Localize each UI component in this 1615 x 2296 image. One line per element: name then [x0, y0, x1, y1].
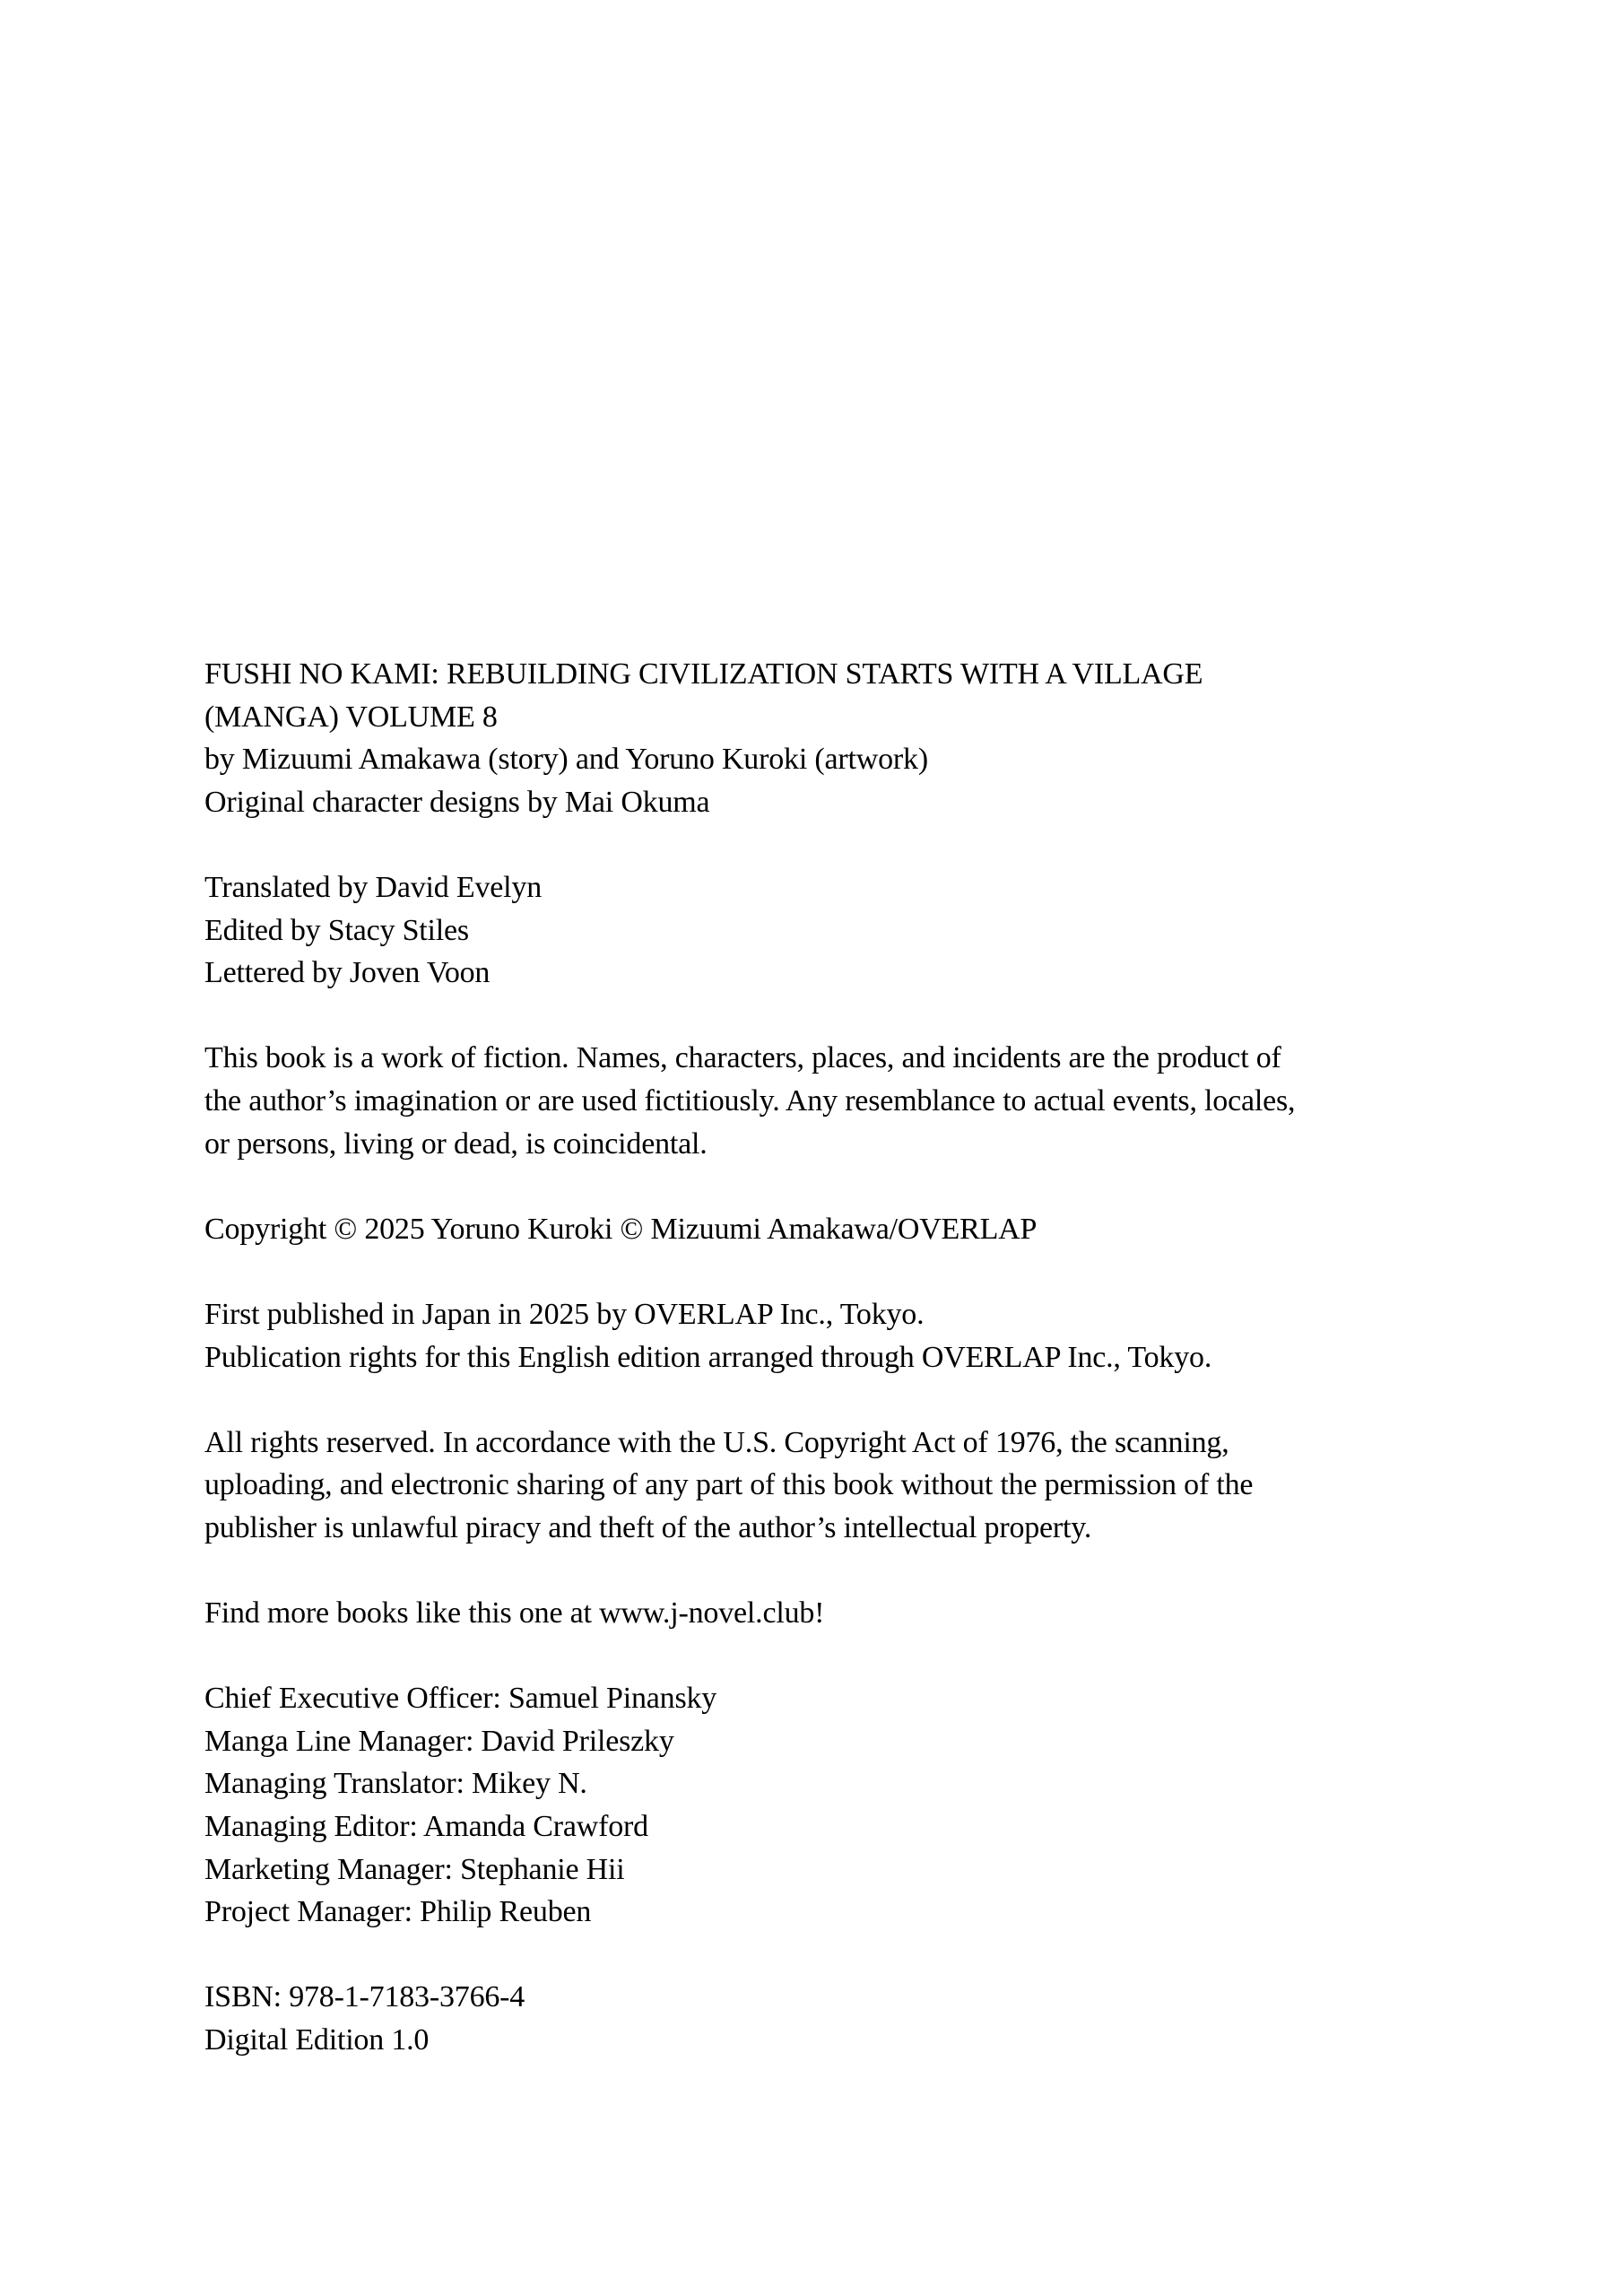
managing-translator-credit: Managing Translator: Mikey N.	[204, 1767, 587, 1801]
rights-notice-line-3: publisher is unlawful piracy and theft of the author’s intellectual property.	[204, 1510, 1092, 1544]
website-promo-line: Find more books like this one at www.j-novel.club!	[204, 1596, 825, 1631]
managing-editor-credit: Managing Editor: Amanda Crawford	[204, 1810, 648, 1844]
copyright-notice	[204, 1208, 1523, 1251]
editor-credit: Edited by Stacy Stiles	[204, 913, 469, 947]
book-title-line-2: (MANGA) VOLUME 8	[204, 700, 498, 734]
copyright-line: Copyright © 2025 Yoruno Kuroki © Mizuumi Amakawa/OVERLAP	[204, 1212, 1038, 1246]
marketing-manager-credit: Marketing Manager: Stephanie Hii	[204, 1852, 625, 1886]
book-title-line-1: FUSHI NO KAMI: REBUILDING CIVILIZATION STARTS WITH A VILLAGE	[204, 657, 1203, 691]
digital-edition-line: Digital Edition 1.0	[204, 2023, 430, 2057]
colophon-text-block	[204, 653, 1523, 2062]
rights-notice-line-1: All rights reserved. In accordance with the U.S. Copyright Act of 1976, the scanning,	[204, 1425, 1229, 1459]
project-manager-credit: Project Manager: Philip Reuben	[204, 1895, 592, 1929]
publication-info-line-1: First published in Japan in 2025 by OVERLAP Inc., Tokyo.	[204, 1297, 925, 1331]
publication-info-line-2: Publication rights for this English edition arranged through OVERLAP Inc., Tokyo.	[204, 1340, 1212, 1374]
rights-notice-line-2: uploading, and electronic sharing of any part of this book without the permission of the	[204, 1468, 1254, 1502]
fiction-disclaimer-line-1: This book is a work of fiction. Names, characters, places, and incidents are the product of	[204, 1041, 1281, 1075]
fiction-disclaimer	[204, 1037, 1523, 1165]
byline: by Mizuumi Amakawa (story) and Yoruno Kuroki (artwork)	[204, 743, 928, 777]
isbn-line: ISBN: 978-1-7183-3766-4	[204, 1980, 525, 2014]
fiction-disclaimer-line-2: the author’s imagination or are used fictitiously. Any resemblance to actual events, locales,	[204, 1083, 1296, 1118]
publication-info	[204, 1293, 1523, 1378]
staff-credits	[204, 1677, 1523, 1934]
edition-info	[204, 1976, 1523, 2061]
rights-notice	[204, 1422, 1523, 1550]
fiction-disclaimer-line-3: or persons, living or dead, is coincidental.	[204, 1126, 708, 1161]
website-promo	[204, 1592, 1523, 1635]
title-and-authors	[204, 653, 1523, 823]
letterer-credit: Lettered by Joven Voon	[204, 956, 491, 990]
localization-credits	[204, 866, 1523, 995]
character-designs-credit: Original character designs by Mai Okuma	[204, 785, 710, 819]
translator-credit: Translated by David Evelyn	[204, 870, 542, 904]
manga-line-manager-credit: Manga Line Manager: David Prileszky	[204, 1724, 674, 1758]
ceo-credit: Chief Executive Officer: Samuel Pinansky	[204, 1682, 717, 1716]
